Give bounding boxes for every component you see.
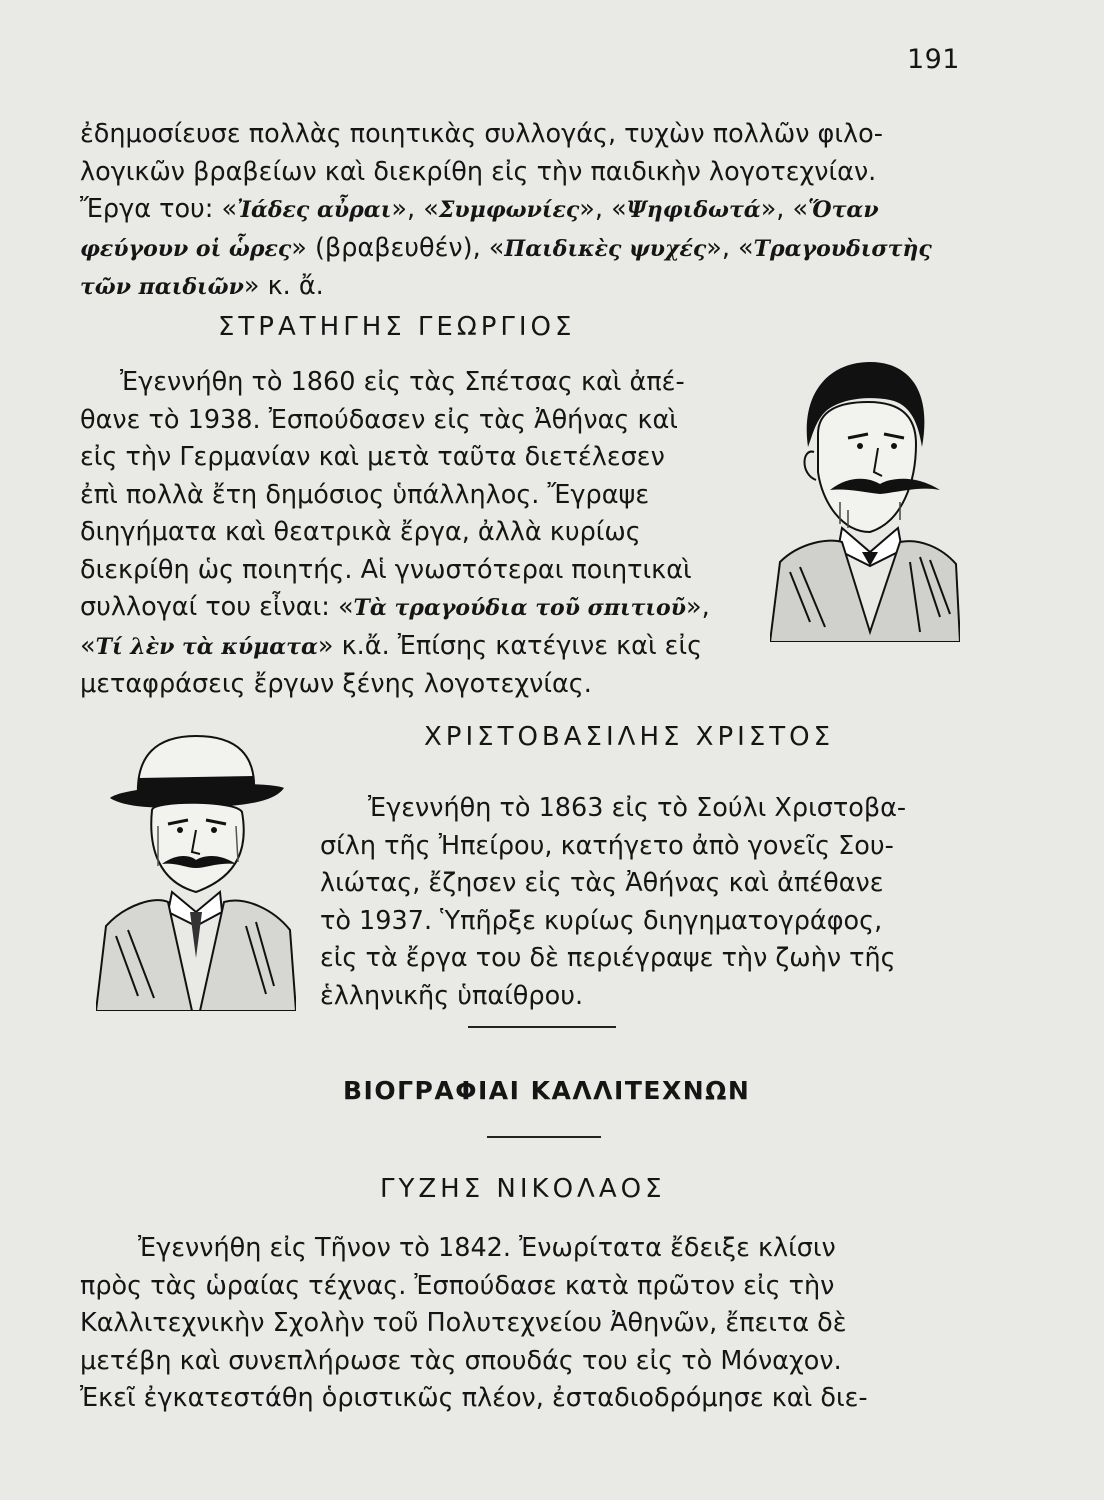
bio-christovasilis-text: Ἐγεννήθη τὸ 1863 εἰς τὸ Σούλι Χριστοβα- σίλη τῆς Ἠπείρου, κατήγετο ἀπὸ γονεῖς Σου- λιώτας, ἔζησεν εἰς τὰς Ἀθήνας καὶ ἀπέθανε τὸ 1937. Ὑπῆρξε κυρίως διηγηματογράφος, εἰς τὰ ἔργα του δὲ περιέγραψε τὴν ζωὴν τῆς ἑλληνικῆς ὑπαίθρου. xyxy=(320,793,907,1011)
divider-rule xyxy=(468,1026,616,1028)
intro-line-1: ἐδημοσίευσε πολλὰς ποιητικὰς συλλογάς, τυχὼν πολλῶν φιλο- xyxy=(80,119,883,149)
section-heading: ΒΙΟΓΡΑΦΙΑΙ ΚΑΛΛΙΤΕΧΝΩΝ xyxy=(343,1076,751,1105)
heading-gyzis: ΓΥΖΗΣ ΝΙΚΟΛΑΟΣ xyxy=(380,1174,666,1204)
intro-line-3: Ἔργα του: «Ἰάδες αὖραι», «Συμφωνίες», «Ψηφιδωτά», «Ὅταν xyxy=(80,194,879,224)
bio-stratigis-text: Ἐγεννήθη τὸ 1860 εἰς τὰς Σπέτσας καὶ ἀπέ- θανε τὸ 1938. Ἐσπούδασεν εἰς τὰς Ἀθήνας καὶ εἰς τὴν Γερμανίαν καὶ μετὰ ταῦτα διετέλεσεν ἐπὶ πολλὰ ἔτη δημόσιος ὑπάλληλος. Ἔγραψε διηγήματα καὶ θεατρικὰ ἔργα, ἀλλὰ κυρίως διεκρίθη ὡς ποιητής. Αἱ γνωστότεραι ποιητικαὶ συλλογαί του εἶναι: «Τὰ τραγούδια τοῦ σπιτιοῦ», «Τί λὲν τὰ κύματα» κ.ἄ. Ἐπίσης κατέγινε καὶ εἰς μεταφράσεις ἔργων ξένης λογοτεχνίας. xyxy=(80,367,710,699)
page-number: 191 xyxy=(906,44,960,75)
intro-line-4: φεύγουν οἱ ὧρες» (βραβευθέν), «Παιδικὲς ψυχές», «Τραγουδιστὴς xyxy=(80,232,932,263)
divider-rule-short xyxy=(487,1136,601,1138)
portrait-christovasilis xyxy=(96,726,296,1011)
intro-line-5: τῶν παιδιῶν» κ. ἄ. xyxy=(80,271,324,301)
heading-stratigis: ΣΤΡΑΤΗΓΗΣ ΓΕΩΡΓΙΟΣ xyxy=(218,312,576,342)
portrait-stratigis xyxy=(770,352,960,642)
intro-line-2: λογικῶν βραβείων καὶ διεκρίθη εἰς τὴν παιδικὴν λογοτεχνίαν. xyxy=(80,156,877,187)
heading-christovasilis: ΧΡΙΣΤΟΒΑΣΙΛΗΣ ΧΡΙΣΤΟΣ xyxy=(424,722,835,752)
bio-gyzis-text: Ἐγεννήθη εἰς Τῆνον τὸ 1842. Ἐνωρίτατα ἔδειξε κλίσιν πρὸς τὰς ὡραίας τέχνας. Ἐσπούδασε κατὰ πρῶτον εἰς τὴν Καλλιτεχνικὴν Σχολὴν τοῦ Πολυτεχνείου Ἀθηνῶν, ἔπειτα δὲ μετέβη καὶ συνεπλήρωσε τὰς σπουδάς του εἰς τὸ Μόναχον. Ἐκεῖ ἐγκατεστάθη ὁριστικῶς πλέον, ἐσταδιοδρόμησε καὶ διε- xyxy=(80,1233,868,1413)
intro-paragraph xyxy=(80,116,968,307)
